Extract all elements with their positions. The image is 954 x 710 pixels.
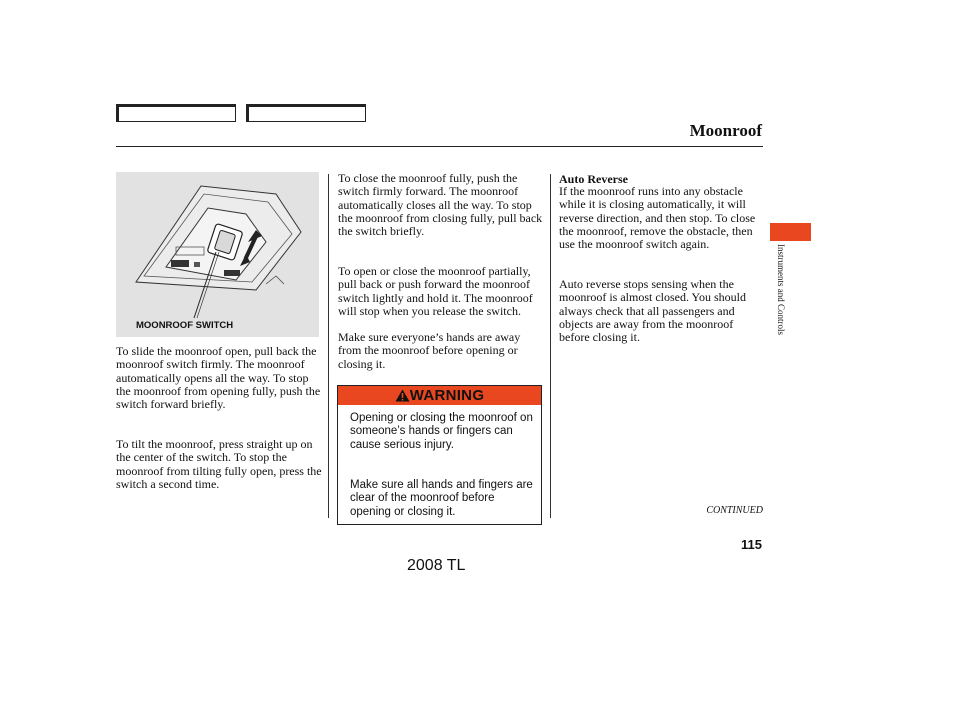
section-tab bbox=[770, 223, 811, 241]
warning-label: WARNING bbox=[409, 387, 485, 404]
section-label: Instruments and Controls bbox=[776, 244, 786, 335]
continued-label: CONTINUED bbox=[706, 505, 763, 516]
warning-box bbox=[337, 385, 542, 525]
warning-header bbox=[338, 386, 541, 405]
auto-reverse-paragraph: If the moonroof runs into any obstacle while it is closing automatically, it will reverse direction, and then stop. To close the moonroof, remove the obstacle, then use the moonroof switch again. bbox=[559, 184, 756, 252]
auto-reverse-heading: Auto Reverse bbox=[559, 172, 628, 186]
warning-text-clear: Make sure all hands and fingers are clear of the moonroof before opening or closing it. bbox=[350, 479, 533, 518]
auto-reverse-limit-paragraph: Auto reverse stops sensing when the moonroof is almost closed. You should always check that all passengers and objects are away from the moonroof before closing it. bbox=[559, 277, 747, 345]
column-divider bbox=[550, 174, 551, 518]
moonroof-switch-figure bbox=[116, 172, 319, 337]
overhead-console-illustration bbox=[116, 172, 319, 337]
warning-triangle-icon bbox=[395, 389, 410, 402]
hands-away-paragraph: Make sure everyone’s hands are away from the moonroof before opening or closing it. bbox=[338, 330, 521, 371]
page-number: 115 bbox=[741, 537, 762, 552]
title-divider bbox=[116, 146, 763, 147]
partial-paragraph: To open or close the moonroof partially, pull back or push forward the moonroof switch lightly and hold it. The moonroof will stop when you release the switch. bbox=[338, 264, 533, 318]
model-year-label: 2008 TL bbox=[407, 557, 466, 574]
nav-button-previous[interactable] bbox=[116, 104, 236, 122]
close-fully-paragraph: To close the moonroof fully, push the switch firmly forward. The moonroof automatically closes all the way. To stop the moonroof from closing fully, pull back the switch briefly. bbox=[338, 171, 543, 239]
tilt-paragraph: To tilt the moonroof, press straight up on the center of the switch. To stop the moonroof from tilting fully open, press the switch a second time. bbox=[116, 437, 322, 491]
column-divider bbox=[328, 174, 329, 518]
page-title: Moonroof bbox=[689, 121, 762, 140]
figure-caption: MOONROOF SWITCH bbox=[136, 320, 234, 331]
warning-text-injury: Opening or closing the moonroof on someone’s hands or fingers can cause serious injury. bbox=[350, 412, 533, 451]
slide-open-paragraph: To slide the moonroof open, pull back the moonroof switch firmly. The moonroof automatically opens all the way. To stop the moonroof from opening fully, push the switch forward briefly. bbox=[116, 344, 321, 412]
nav-button-next[interactable] bbox=[246, 104, 366, 122]
